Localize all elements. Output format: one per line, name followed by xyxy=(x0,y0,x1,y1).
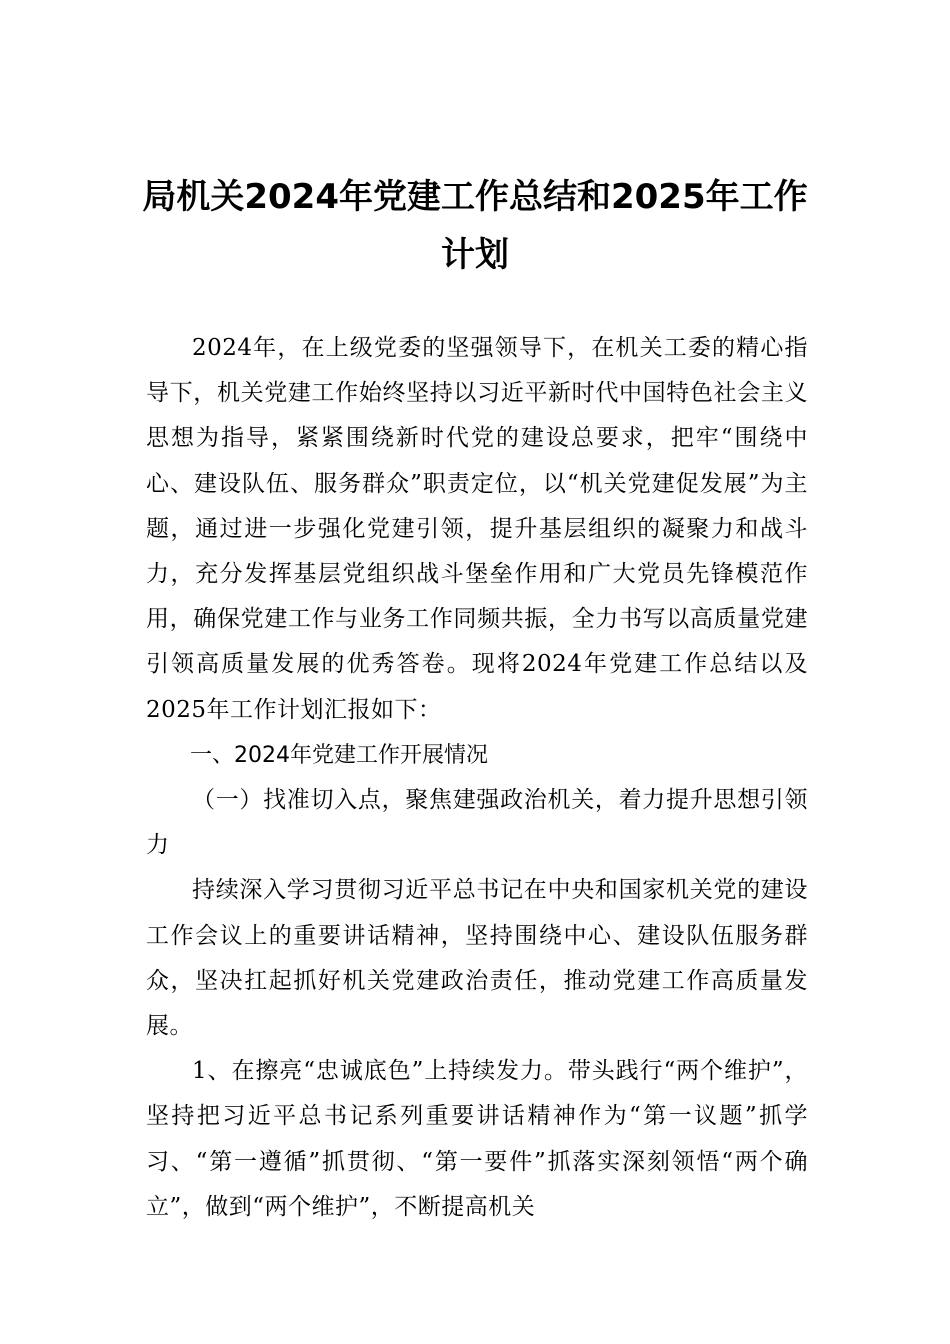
document-title: 局机关2024年党建工作总结和2025年工作计划 xyxy=(142,177,808,275)
document-body xyxy=(146,326,808,1230)
intro-paragraph: 2024年，在上级党委的坚强领导下，在机关工委的精心指导下，机关党建工作始终坚持以习近平新时代中国特色社会主义思想为指导，紧紧围绕新时代党的建设总要求，把牢“围绕中心、建设队伍、服务群众”职责定位，以“机关党建促发展”为主题，通过进一步强化党建引领，提升基层组织的凝聚力和战斗力，充分发挥基层党组织战斗堡垒作用和广大党员先锋模范作用，确保党建工作与业务工作同频共振，全力书写以高质量党建引领高质量发展的优秀答卷。现将2024年党建工作总结以及2025年工作计划汇报如下： xyxy=(146,335,808,723)
list-item-1: 1、在擦亮“忠诚底色”上持续发力。带头践行“两个维护”，坚持把习近平总书记系列重要讲话精神作为“第一议题”抓学习、“第一遵循”抓贯彻、“第一要件”抓落实深刻领悟“两个确立”，做到“两个维护”，不断提高机关 xyxy=(146,1058,808,1220)
section-heading-1: 一、2024年党建工作开展情况 xyxy=(190,742,488,768)
subsection-heading-1: （一）找准切入点，聚焦建强政治机关，着力提升思想引领力 xyxy=(146,787,808,859)
subsection-body-1: 持续深入学习贯彻习近平总书记在中央和国家机关党的建设工作会议上的重要讲话精神，坚持围绕中心、建设队伍服务群众，坚决扛起抓好机关党建政治责任，推动党建工作高质量发展。 xyxy=(146,877,808,1040)
